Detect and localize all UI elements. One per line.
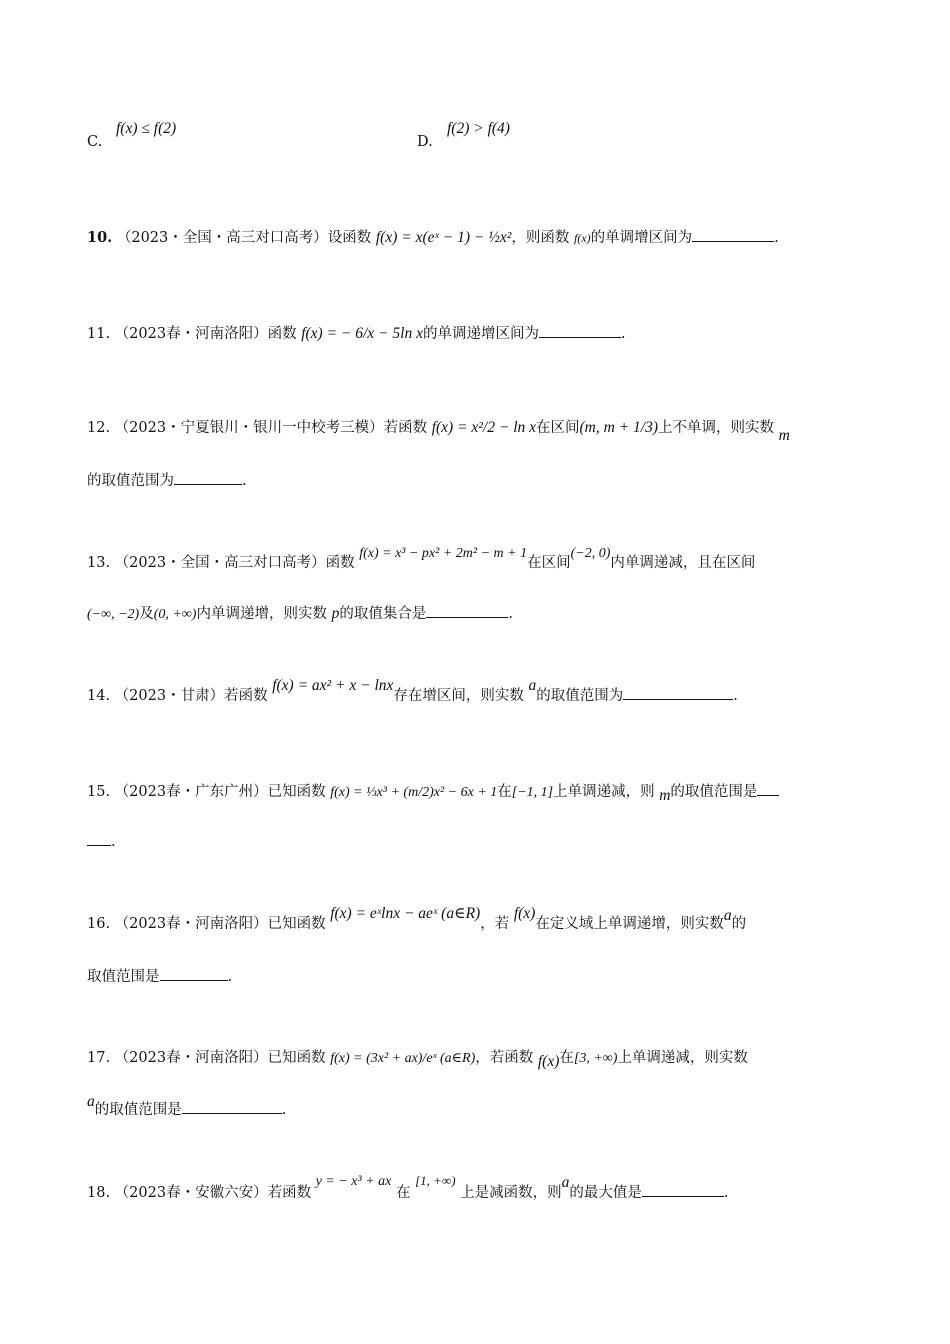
variable: a: [528, 677, 537, 694]
question-number: 10.: [87, 229, 113, 246]
question-11: [87, 322, 870, 343]
answer-blank[interactable]: [539, 325, 621, 338]
question-17-line2: [87, 1093, 870, 1119]
question-15: [87, 780, 870, 804]
variable: m: [778, 427, 790, 444]
function-expression: f(x) = x²/2 − ln x: [431, 419, 537, 436]
question-number: 17.: [87, 1050, 111, 1066]
question-18: [87, 1173, 870, 1202]
question-number: 11.: [87, 326, 111, 342]
question-text: 上是减函数，则: [460, 1185, 562, 1201]
question-number: 15.: [87, 784, 111, 800]
question-text: 若函数: [383, 420, 428, 436]
question-source: （2023春・广东广州）: [114, 784, 268, 800]
question-17: [87, 1046, 870, 1070]
question-text: 存在增区间，则实数: [393, 688, 524, 704]
function-expression: f(x): [537, 1053, 560, 1070]
answer-blank[interactable]: [642, 1184, 724, 1197]
answer-blank[interactable]: [623, 687, 733, 700]
question-text: 内单调递增，则实数: [196, 606, 327, 622]
option-d-math: f(2) > f(4): [447, 120, 510, 137]
question-text: 的取值范围为: [536, 688, 624, 704]
question-text: 的取值范围为: [87, 473, 174, 489]
question-text: 若函数: [224, 688, 268, 704]
interval-expression: [3, +∞): [573, 1051, 618, 1066]
question-14: [87, 677, 870, 705]
answer-blank[interactable]: [160, 968, 228, 981]
variable: a: [723, 907, 732, 924]
question-text: 已知函数: [267, 784, 326, 800]
question-text: .: [281, 1102, 287, 1118]
variable: m: [659, 787, 671, 804]
question-number: 13.: [87, 555, 111, 571]
question-source: （2023・全国・高三对口高考）: [116, 230, 328, 246]
variable: p: [331, 605, 340, 622]
question-text: ，若函数: [475, 1050, 534, 1066]
answer-blank[interactable]: [174, 472, 242, 485]
question-text: 的最大值是: [569, 1185, 642, 1201]
question-number: 18.: [87, 1185, 111, 1201]
question-text: 上单调递减，则实数: [617, 1050, 748, 1066]
function-expression: f(x) = (3x² + ax)/eˣ (a∈R): [330, 1051, 476, 1066]
interval-expression: (−2, 0): [570, 546, 611, 561]
function-expression: f(x) = − 6/x − 5ln x: [301, 325, 423, 342]
question-number: 16.: [87, 916, 111, 932]
question-number: 12.: [87, 420, 111, 436]
question-source: （2023・宁夏银川・银川一中校考三模）: [114, 420, 384, 436]
question-text: 取值范围是: [87, 969, 160, 985]
function-expression: f(x) = eˣlnx − aeˣ (a∈R): [330, 905, 481, 922]
question-text: 的单调增区间为: [590, 230, 693, 246]
question-text: 的取值范围是: [670, 784, 758, 800]
question-text: 设函数: [327, 230, 372, 246]
question-text: 内单调递减，且在区间: [610, 555, 756, 571]
question-16: [87, 905, 870, 933]
answer-blank[interactable]: [426, 605, 508, 618]
interval-expression: [1, +∞): [415, 1173, 456, 1188]
question-10: [87, 226, 870, 247]
question-text: 函数: [325, 555, 355, 571]
question-source: （2023・甘肃）: [114, 688, 225, 704]
question-text: 已知函数: [267, 916, 326, 932]
interval-expression: (m, m + 1/3): [579, 419, 658, 436]
function-expression: f(x): [513, 905, 536, 922]
answer-blank[interactable]: [692, 229, 774, 242]
question-text: 在区间: [527, 555, 571, 571]
question-text: .: [508, 606, 513, 622]
question-text: .: [227, 969, 233, 985]
question-source: （2023春・河南洛阳）: [114, 1050, 268, 1066]
interval-expression: [−1, 1]: [511, 785, 554, 800]
question-text: 的单调递增区间为: [422, 326, 539, 342]
question-source: （2023・全国・高三对口高考）: [114, 555, 326, 571]
question-text: 已知函数: [267, 1050, 326, 1066]
question-text: 上不单调，则实数: [658, 420, 774, 436]
function-expression: f(x) = x(eˣ − 1) − ½x²: [375, 229, 512, 246]
question-number: 14.: [87, 688, 111, 704]
interval-expression: (0, +∞): [153, 607, 197, 622]
answer-blank[interactable]: [87, 833, 111, 846]
question-text: 函数: [267, 326, 297, 342]
question-15-line2: [87, 833, 870, 850]
question-text: 的取值集合是: [339, 606, 427, 622]
question-text: .: [111, 834, 116, 850]
option-d-label: D.: [417, 134, 433, 150]
answer-blank[interactable]: [182, 1101, 282, 1114]
question-text: .: [774, 230, 779, 246]
question-text: ，则函数: [511, 230, 570, 246]
question-source: （2023春・河南洛阳）: [114, 326, 268, 342]
question-text: ，若: [480, 916, 510, 932]
question-text: .: [620, 326, 626, 342]
question-text: 上单调递减，则: [553, 784, 655, 800]
question-source: （2023春・河南洛阳）: [114, 916, 268, 932]
question-text: .: [733, 688, 738, 704]
question-text: 在区间: [536, 420, 580, 436]
question-text: 若函数: [267, 1185, 312, 1201]
question-text: 在: [395, 1185, 411, 1201]
answer-blank[interactable]: [757, 783, 779, 796]
question-text: 及: [139, 606, 154, 622]
option-c-label: C.: [87, 134, 103, 150]
question-text: .: [723, 1185, 729, 1201]
question-text: 在: [559, 1050, 574, 1066]
function-expression: f(x) = ax² + x − lnx: [272, 677, 394, 694]
question-16-line2: [87, 965, 870, 986]
function-expression: f(x): [573, 231, 591, 245]
question-source: （2023春・安徽六安）: [114, 1185, 268, 1201]
option-c-math: f(x) ≤ f(2): [116, 120, 177, 137]
question-text: 在: [497, 784, 512, 800]
question-text: .: [242, 473, 247, 489]
question-12: [87, 416, 870, 444]
variable: a: [561, 1174, 570, 1191]
function-expression: y = − x³ + ax: [315, 1174, 392, 1189]
question-13-line2: [87, 602, 870, 623]
function-expression: f(x) = ⅓x³ + (m/2)x² − 6x + 1: [330, 785, 498, 800]
interval-expression: (−∞, −2): [87, 607, 140, 622]
variable: a: [87, 1093, 95, 1110]
question-text: 的取值范围是: [94, 1102, 182, 1118]
question-text: 的: [731, 916, 747, 932]
question-text: 在定义域上单调递增，则实数: [535, 916, 724, 932]
question-13: [87, 546, 870, 572]
question-12-line2: [87, 469, 870, 490]
function-expression: f(x) = x³ − px² + 2m² − m + 1: [359, 546, 528, 561]
